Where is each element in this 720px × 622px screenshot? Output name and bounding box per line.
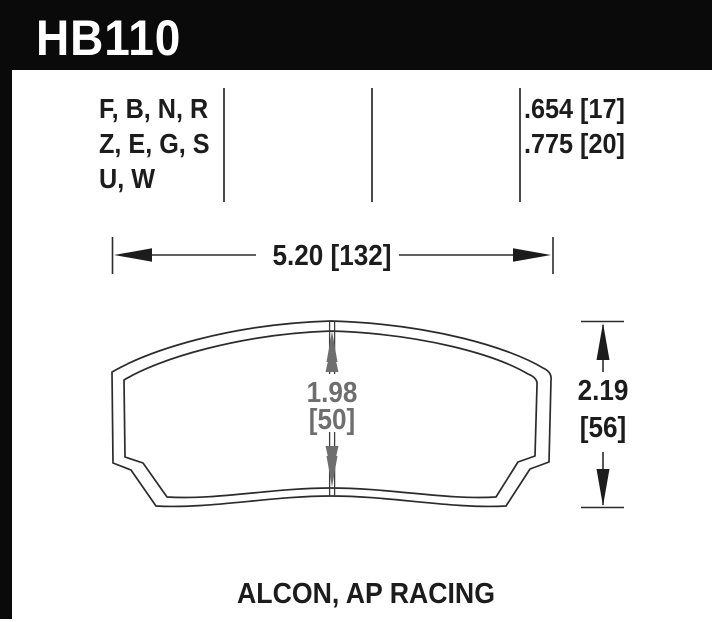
width-arrow-left-icon	[114, 248, 152, 261]
inner-height-dim-label-inches: 1.98	[306, 377, 358, 409]
compound-row: U, W	[99, 163, 155, 194]
thickness-row: .775 [20]	[524, 128, 625, 159]
height-arrow-up-icon	[597, 323, 610, 360]
compound-codes	[99, 91, 210, 196]
compound-row: F, B, N, R	[99, 93, 209, 124]
pad-thicknesses	[524, 91, 625, 161]
height-dim-label-mm: [56]	[579, 412, 627, 444]
inner-height-dim-label-mm: [50]	[308, 404, 356, 436]
height-arrow-down-icon	[597, 469, 610, 506]
part-number: HB110	[36, 10, 182, 66]
width-arrow-right-icon	[513, 248, 551, 261]
applications-text: ALCON, AP RACING	[237, 578, 495, 610]
thickness-row: .654 [17]	[524, 93, 625, 124]
compound-row: Z, E, G, S	[99, 128, 210, 159]
height-dim-label-inches: 2.19	[577, 375, 629, 407]
width-dim-label: 5.20 [132]	[272, 240, 392, 272]
